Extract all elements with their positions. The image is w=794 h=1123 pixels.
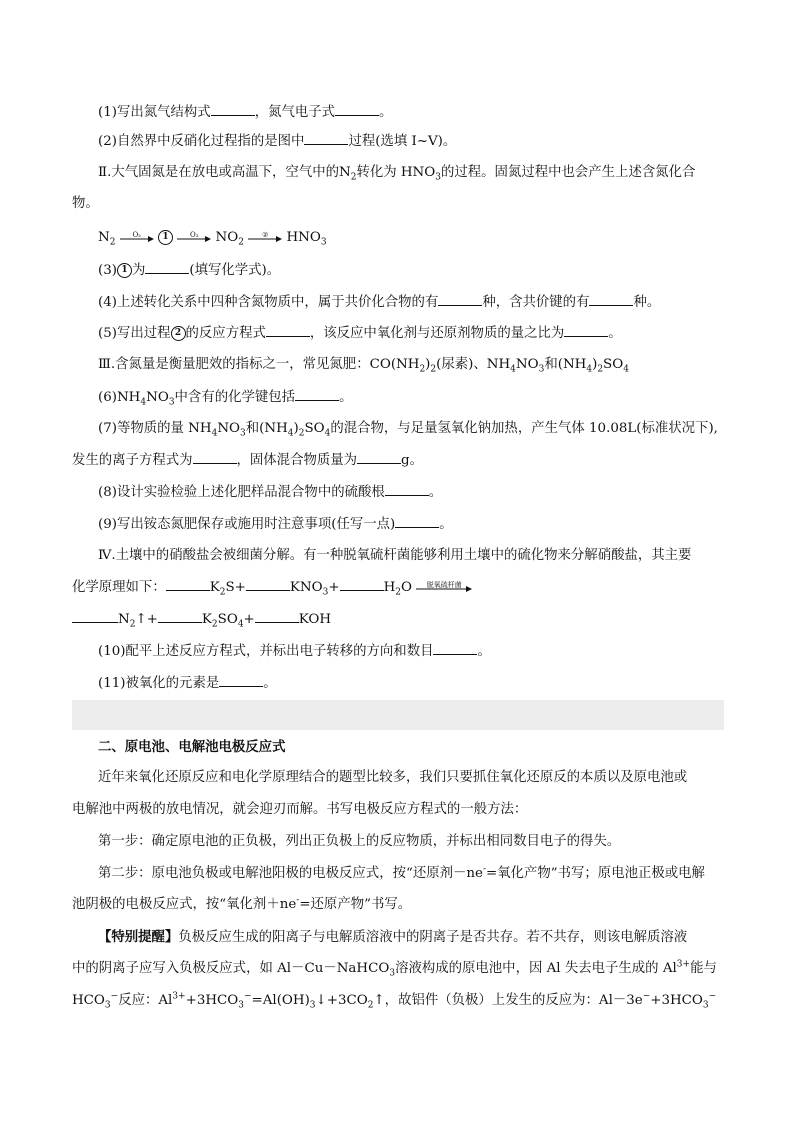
answer-blank[interactable]: [219, 673, 263, 687]
question-3: (3) 1 为 (填写化学式)。: [98, 260, 280, 281]
circled-number-2: 2: [171, 326, 186, 341]
answer-blank[interactable]: [72, 609, 118, 623]
answer-blank[interactable]: [395, 514, 439, 528]
special-tip-equation: $HCO_3^-$反应：$Al^{3+}+3HCO_3^-=Al(OH)_3↓+3CO_2↑$，故铝件（负极）上发生的反应为：$Al-3e^-+3HCO_3^-$: [72, 991, 717, 1011]
part-4-intro: Ⅳ.土壤中的硝酸盐会被细菌分解。有一种脱氧硫杆菌能够利用土壤中的硫化物来分解硝酸盐，其主要: [98, 548, 692, 563]
arrow-process-2: ②: [248, 231, 282, 245]
answer-blank[interactable]: [340, 577, 384, 591]
question-7-cont: 发生的离子方程式为 ，固体混合物质量为 g。: [72, 450, 423, 471]
part-4-equation-cont: $N_2↑+ K_2SO_4+$ KOH: [72, 609, 331, 630]
question-4: (4)上述转化关系中四种含氮物质中，属于共价化合物的有 种，含共价键的有 种。: [98, 292, 660, 313]
special-tip: 【特别提醒】负极反应生成的阳离子与电解质溶液中的阴离子是否共存。若不共存，则该电解质溶液: [98, 929, 688, 945]
question-11: (11)被氧化的元素是 。: [98, 673, 277, 694]
answer-blank[interactable]: [166, 577, 210, 591]
paragraph-step-2: 第二步：原电池负极或电解池阳极的电极反应式，按“还原剂－ne-=氧化产物”书写；原电池正极或电解: [98, 864, 705, 881]
special-tip-cont: 中的阴离子应写入负极反应式，如 Al－Cu－NaHCO$_3$溶液构成的原电池中，因 Al 失去电子生成的 $Al^{3+}$能与: [72, 959, 717, 979]
answer-blank[interactable]: [438, 292, 482, 306]
answer-blank[interactable]: [158, 609, 202, 623]
part-3-intro: Ⅲ.含氮量是衡量肥效的指标之一，常见氮肥：$CO(NH_2)_2$(尿素)、$NH_4NO_3$和$(NH_4)_2SO_4$: [98, 357, 629, 375]
question-5: (5)写出过程 2 的反应方程式 ，该反应中氧化剂与还原剂物质的量之比为 。: [98, 323, 622, 344]
answer-blank[interactable]: [255, 609, 299, 623]
question-1: (1)写出氮气结构式 ，氮气电子式 。: [98, 102, 392, 123]
part-2-intro-cont: 物。: [72, 196, 99, 211]
paragraph-1-cont: 电解池中两极的放电情况，就会迎刃而解。书写电极反应方程式的一般方法：: [72, 802, 528, 817]
part-4-equation: 化学原理如下： $K_2S+ KNO_3+ H_2O$ 脱氧硫杆菌: [72, 577, 472, 598]
question-10: (10)配平上述反应方程式，并标出电子转移的方向和数目 。: [98, 641, 491, 662]
answer-blank[interactable]: [433, 641, 477, 655]
answer-blank[interactable]: [193, 450, 237, 464]
answer-blank[interactable]: [266, 323, 310, 337]
question-8: (8)设计实验检验上述化肥样品混合物中的硫酸根 。: [98, 482, 442, 503]
section-divider: [72, 700, 724, 730]
arrow-o2: O₂: [120, 231, 154, 245]
circled-number-1: 1: [158, 230, 173, 245]
section-heading: 二、原电池、电解池电极反应式: [98, 739, 286, 755]
answer-blank[interactable]: [335, 102, 379, 116]
paragraph-step-2-cont: 池阴极的电极反应式，按“氧化剂＋ne-=还原产物”书写。: [72, 895, 412, 912]
question-6: $(6)NH_4NO_3$中含有的化学键包括 。: [98, 387, 352, 408]
answer-blank[interactable]: [385, 482, 429, 496]
paragraph-step-1: 第一步：确定原电池的正负极，列出正负极上的反应物质，并标出相同数目电子的得失。: [98, 834, 621, 849]
arrow-o2: O₂: [177, 231, 211, 245]
arrow-bacteria: 脱氧硫杆菌: [416, 581, 472, 595]
question-2: (2)自然界中反硝化过程指的是图中 过程(选填 Ⅰ~Ⅴ)。: [98, 131, 456, 152]
circled-number-1: 1: [117, 263, 132, 278]
answer-blank[interactable]: [564, 323, 608, 337]
question-7: (7)等物质的量 $NH_4NO_3$和$(NH_4)_2SO_4$的混合物，与足量氢氧化钠加热，产生气体 10.08L(标准状况下),: [98, 421, 718, 439]
answer-blank[interactable]: [304, 131, 348, 145]
answer-blank[interactable]: [145, 260, 189, 274]
paragraph-1: 近年来氧化还原反应和电化学原理结合的题型比较多，我们只要抓住氧化还原反的本质以及原电池或: [98, 770, 688, 785]
answer-blank[interactable]: [246, 577, 290, 591]
answer-blank[interactable]: [211, 102, 255, 116]
reaction-scheme: $N_2$ O₂ 1 O₂ $NO_2$ ② $HNO_3$: [98, 230, 327, 248]
answer-blank[interactable]: [295, 387, 339, 401]
question-9: (9)写出铵态氮肥保存或施用时注意事项(任写一点) 。: [98, 514, 453, 535]
part-2-intro: Ⅱ.大气固氮是在放电或高温下，空气中的$N_2$转化为 $HNO_3$的过程。固氮过程中也会产生上述含氮化合: [98, 165, 696, 183]
answer-blank[interactable]: [357, 450, 401, 464]
answer-blank[interactable]: [589, 292, 633, 306]
